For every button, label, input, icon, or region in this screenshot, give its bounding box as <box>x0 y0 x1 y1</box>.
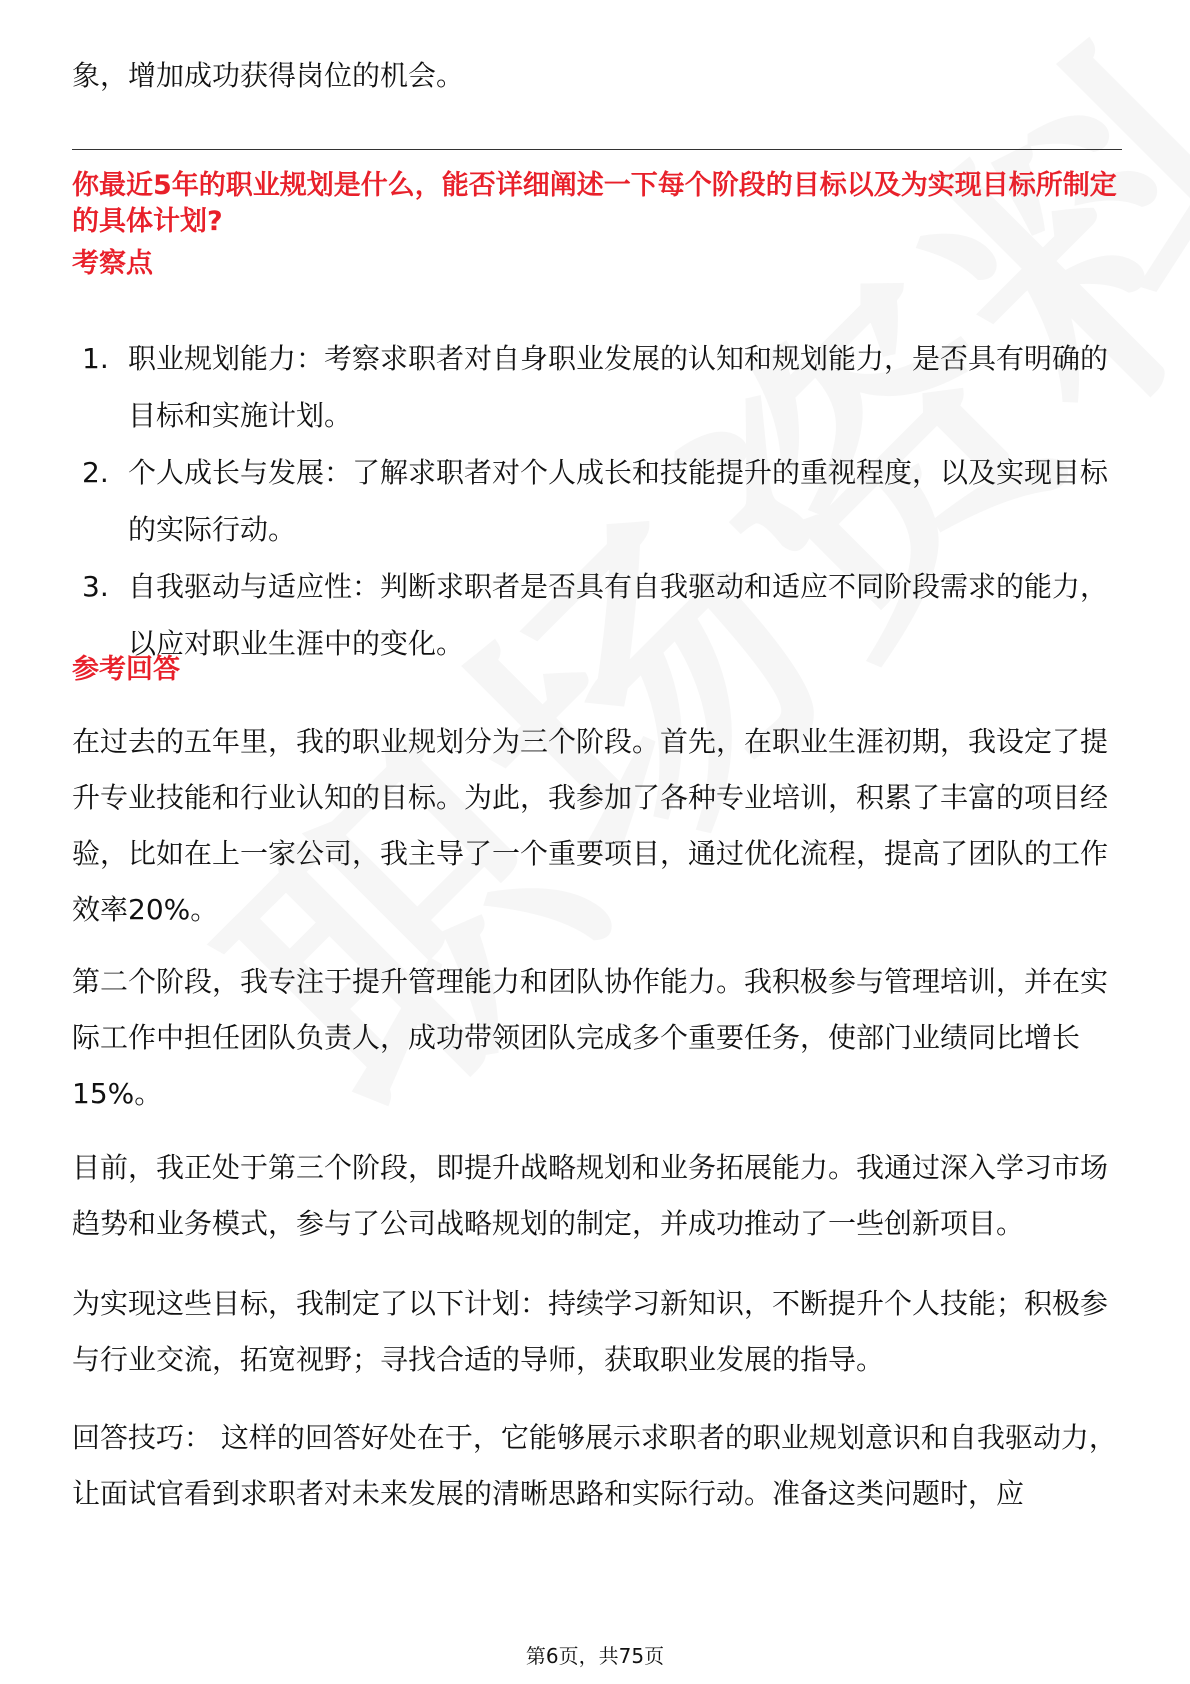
answer-paragraph: 在过去的五年里，我的职业规划分为三个阶段。首先，在职业生涯初期，我设定了提升专业技能和行业认知的目标。为此，我参加了各种专业培训，积累了丰富的项目经验，比如在上一家公司，我主导了一个重要项目，通过优化流程，提高了团队的工作效率20%。 <box>72 725 1109 926</box>
list-number: 3. <box>82 570 109 603</box>
list-item-text: 职业规划能力：考察求职者对自身职业发展的认知和规划能力，是否具有明确的目标和实施计划。 <box>128 342 1109 432</box>
answer-section-title: 参考回答 <box>72 654 180 685</box>
list-number: 1. <box>82 342 109 375</box>
list-item <box>82 330 1122 444</box>
question-heading: 你最近5年的职业规划是什么，能否详细阐述一下每个阶段的目标以及为实现目标所制定的具体计划? <box>72 170 1117 237</box>
list-item <box>82 444 1122 558</box>
focus-list <box>82 330 1122 672</box>
list-item <box>82 558 1122 672</box>
list-number: 2. <box>82 456 109 489</box>
continued-text: 象，增加成功获得岗位的机会。 <box>72 59 465 92</box>
list-item-text: 个人成长与发展：了解求职者对个人成长和技能提升的重视程度，以及实现目标的实际行动。 <box>128 456 1109 546</box>
page-footer: 第6页，共75页 <box>525 1644 665 1668</box>
answer-paragraph: 目前，我正处于第三个阶段，即提升战略规划和业务拓展能力。我通过深入学习市场趋势和业务模式，参与了公司战略规划的制定，并成功推动了一些创新项目。 <box>72 1151 1109 1240</box>
focus-section-title: 考察点 <box>72 248 153 279</box>
answer-tip-paragraph: 回答技巧： 这样的回答好处在于，它能够展示求职者的职业规划意识和自我驱动力，让面试官看到求职者对未来发展的清晰思路和实际行动。准备这类问题时，应 <box>72 1421 1117 1510</box>
section-divider <box>72 149 1122 150</box>
answer-paragraph: 第二个阶段，我专注于提升管理能力和团队协作能力。我积极参与管理培训，并在实际工作中担任团队负责人，成功带领团队完成多个重要任务，使部门业绩同比增长15%。 <box>72 965 1109 1110</box>
list-item-text: 自我驱动与适应性：判断求职者是否具有自我驱动和适应不同阶段需求的能力，以应对职业生涯中的变化。 <box>128 570 1109 660</box>
answer-paragraph: 为实现这些目标，我制定了以下计划：持续学习新知识，不断提升个人技能；积极参与行业交流，拓宽视野；寻找合适的导师，获取职业发展的指导。 <box>72 1287 1109 1376</box>
